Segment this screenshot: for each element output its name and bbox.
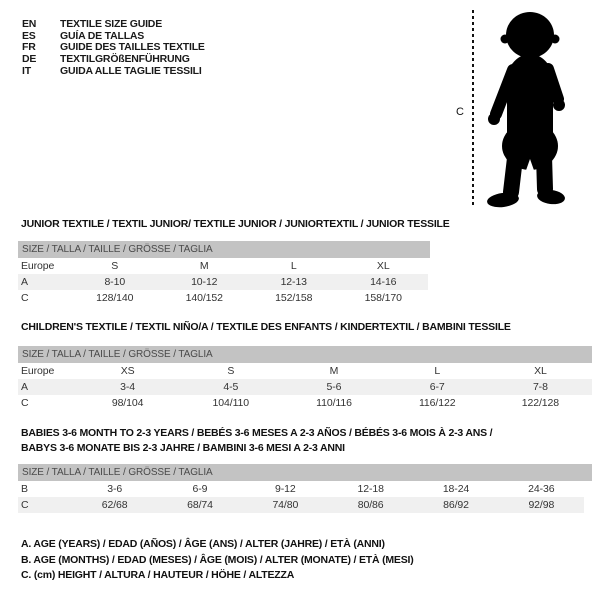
table-row [18, 363, 592, 379]
value-cell: 8-10 [104, 276, 126, 288]
babies-table-title-line2: BABYS 3-6 MONATE BIS 2-3 JAHRE / BAMBINI 3-6 MESI A 2-3 ANNI [21, 442, 345, 454]
babies-size-header-bar: SIZE / TALLA / TAILLE / GRÖSSE / TAGLIA [18, 464, 592, 481]
value-cell: 68/74 [187, 499, 213, 511]
height-measure-label: C [456, 106, 464, 118]
value-cell: 18-24 [442, 483, 470, 495]
row-label: A [21, 276, 28, 288]
table-row [18, 258, 428, 274]
value-cell: 12-13 [280, 276, 307, 288]
guide-title: TEXTILE SIZE GUIDE [60, 18, 162, 30]
value-cell: 86/92 [443, 499, 469, 511]
table-row [18, 274, 428, 290]
value-cell: 128/140 [96, 292, 134, 304]
guide-title: GUÍA DE TALLAS [60, 29, 145, 42]
value-cell: 110/116 [316, 397, 352, 409]
row-label: C [21, 499, 29, 511]
guide-title: TEXTILGRÖßENFÜHRUNG [60, 53, 190, 66]
junior-size-header-bar: SIZE / TALLA / TAILLE / GRÖSSE / TAGLIA [18, 241, 430, 258]
value-cell: 4-5 [223, 381, 239, 393]
value-cell: 98/104 [111, 397, 144, 409]
value-cell: 80/86 [357, 499, 384, 511]
note-age-years: A. AGE (YEARS) / EDAD (AÑOS) / ÂGE (ANS) / ALTER (JAHRE) / ETÀ (ANNI) [21, 538, 385, 550]
row-label: B [21, 483, 28, 495]
table-row [18, 497, 584, 513]
value-cell: 122/128 [521, 397, 560, 409]
language-code: FR [22, 41, 36, 54]
table-row [18, 290, 428, 306]
row-label: C [21, 397, 29, 409]
children-table [18, 363, 592, 411]
value-cell: 158/170 [364, 292, 402, 304]
value-cell: 74/80 [272, 499, 299, 511]
guide-title: GUIDE DES TAILLES TEXTILE [60, 41, 205, 54]
row-label: Europe [21, 260, 55, 272]
note-age-months: B. AGE (MONTHS) / EDAD (MESES) / ÂGE (MOIS) / ALTER (MONATE) / ETÀ (MESI) [21, 553, 414, 566]
value-cell: 10-12 [191, 276, 218, 288]
junior-table-title: JUNIOR TEXTILE / TEXTIL JUNIOR/ TEXTILE JUNIOR / JUNIORTEXTIL / JUNIOR TESSILE [21, 218, 450, 230]
babies-table-title-line1: BABIES 3-6 MONTH TO 2-3 YEARS / BEBÉS 3-6 MESES A 2-3 AÑOS / BÉBÉS 3-6 MOIS À 2-3 ANS / [21, 427, 493, 439]
value-cell: 5-6 [326, 381, 342, 393]
language-code: EN [22, 18, 37, 30]
size-cell: L [434, 365, 441, 377]
size-cell: XS [120, 365, 135, 377]
table-row [18, 395, 592, 411]
value-cell: 14-16 [370, 276, 397, 288]
size-cell: S [111, 260, 119, 272]
language-code: ES [22, 29, 36, 42]
row-label: C [21, 292, 29, 304]
guide-title: GUIDA ALLE TAGLIE TESSILI [60, 64, 202, 77]
size-cell: L [290, 260, 297, 272]
value-cell: 6-7 [429, 381, 445, 393]
table-row [18, 481, 584, 497]
value-cell: 12-18 [357, 483, 384, 495]
value-cell: 9-12 [275, 483, 296, 495]
children-size-header-bar: SIZE / TALLA / TAILLE / GRÖSSE / TAGLIA [18, 346, 592, 363]
language-code: IT [22, 64, 31, 77]
size-cell: XL [534, 365, 547, 377]
language-row [22, 19, 205, 31]
size-cell: M [329, 365, 339, 377]
babies-table [18, 481, 584, 513]
junior-table [18, 258, 428, 306]
value-cell: 140/152 [185, 292, 223, 304]
value-cell: 6-9 [192, 483, 208, 495]
value-cell: 7-8 [532, 381, 548, 393]
value-cell: 62/68 [101, 499, 128, 511]
value-cell: 116/122 [418, 397, 456, 409]
value-cell: 92/98 [528, 499, 555, 511]
height-measure-line [472, 10, 474, 207]
note-height-cm: C. (cm) HEIGHT / ALTURA / HAUTEUR / HÖHE / ALTEZZA [21, 569, 295, 581]
value-cell: 24-36 [528, 483, 555, 495]
table-row [18, 379, 592, 395]
babies-table-title [21, 426, 492, 456]
value-cell: 104/110 [212, 397, 250, 409]
row-label: A [21, 381, 28, 393]
size-cell: M [199, 260, 209, 272]
language-code: DE [22, 53, 37, 66]
baby-silhouette [484, 8, 576, 213]
children-table-title: CHILDREN'S TEXTILE / TEXTIL NIÑO/A / TEXTILE DES ENFANTS / KINDERTEXTIL / BAMBINI TESSILE [21, 321, 511, 333]
language-row [22, 66, 205, 78]
row-label: Europe [21, 365, 55, 377]
value-cell: 3-4 [120, 381, 136, 393]
legend-notes [21, 537, 414, 584]
value-cell: 152/158 [275, 292, 313, 304]
language-title-list [22, 19, 205, 78]
size-cell: S [227, 365, 235, 377]
value-cell: 3-6 [107, 483, 123, 495]
size-cell: XL [376, 260, 390, 272]
